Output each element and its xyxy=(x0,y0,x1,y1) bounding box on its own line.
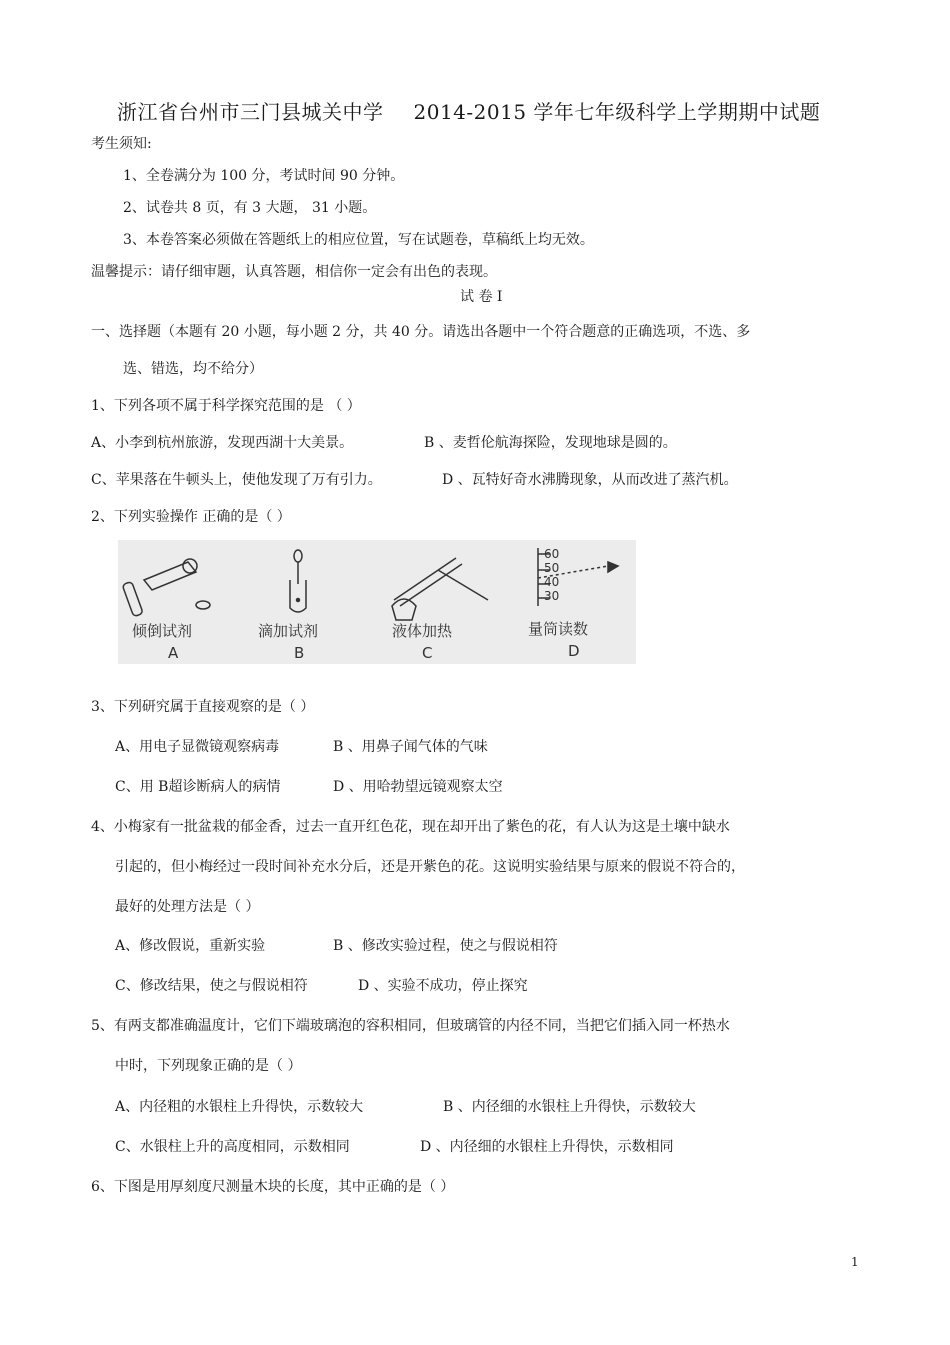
pouring-drawing xyxy=(122,559,210,617)
title-exam: 2014-2015 学年七年级科学上学期期中试题 xyxy=(413,100,821,124)
letter-c: C xyxy=(422,644,433,662)
notice-item: 1、全卷满分为 100 分，考试时间 90 分钟。 xyxy=(123,168,405,184)
warm-tip: 温馨提示：请仔细审题，认真答题，相信你一定会有出色的表现。 xyxy=(91,264,497,280)
page-number: 1 xyxy=(851,1255,859,1269)
option-d: D 、内径细的水银柱上升得快，示数相同 xyxy=(420,1139,674,1155)
paper-label: 试 卷 I xyxy=(460,289,503,305)
option-b: B 、内径细的水银柱上升得快，示数较大 xyxy=(443,1099,696,1115)
letter-a: A xyxy=(168,644,179,662)
option-b: B 、用鼻子闻气体的气味 xyxy=(333,739,488,755)
option-c: C、用 B超诊断病人的病情 xyxy=(115,779,281,795)
notice-heading: 考生须知: xyxy=(91,136,152,152)
lab-drawings xyxy=(118,540,636,664)
question-stem: 4、小梅家有一批盆栽的郁金香，过去一直开红色花，现在却开出了紫色的花，有人认为这是土壤中缺水 xyxy=(91,819,730,835)
dropper-drawing xyxy=(290,550,306,612)
section-heading: 一、选择题（本题有 20 小题，每小题 2 分，共 40 分。请选出各题中一个符合题意的正确选项，不选、多 xyxy=(91,324,751,340)
option-b: B 、修改实验过程，使之与假说相符 xyxy=(333,938,558,954)
question-stem-cont: 中时，下列现象正确的是（ ） xyxy=(115,1058,302,1074)
scale-label: 40 xyxy=(544,575,560,589)
title-school: 浙江省台州市三门县城关中学 xyxy=(117,100,384,124)
option-c: C、水银柱上升的高度相同，示数相同 xyxy=(115,1139,350,1155)
question-stem: 1、下列各项不属于科学探究范围的是 （ ） xyxy=(91,398,361,414)
letter-b: B xyxy=(294,644,305,662)
caption-d: 量筒读数 xyxy=(528,620,589,638)
question-stem: 5、有两支都准确温度计，它们下端玻璃泡的容积相同，但玻璃管的内径不同，当把它们插入同一杯热水 xyxy=(91,1018,730,1034)
question-stem: 2、下列实验操作 正确的是（ ） xyxy=(91,509,291,525)
caption-a: 倾倒试剂 xyxy=(132,622,193,640)
option-d: D 、用哈勃望远镜观察太空 xyxy=(333,779,503,795)
page-title xyxy=(117,96,820,125)
question-stem-cont: 最好的处理方法是（ ） xyxy=(115,899,260,915)
option-d: D 、实验不成功，停止探究 xyxy=(358,978,528,994)
caption-c: 液体加热 xyxy=(392,622,453,640)
lab-operations-figure xyxy=(118,540,636,664)
question-stem-cont: 引起的，但小梅经过一段时间补充水分后，还是开紫色的花。这说明实验结果与原来的假说不符合的， xyxy=(115,859,745,875)
letter-d: D xyxy=(568,642,580,660)
scale-label: 60 xyxy=(544,547,560,561)
notice-item: 2、试卷共 8 页，有 3 大题， 31 小题。 xyxy=(123,200,377,216)
option-c: C、苹果落在牛顿头上，使他发现了万有引力。 xyxy=(91,472,382,488)
caption-b: 滴加试剂 xyxy=(258,622,319,640)
notice-item: 3、本卷答案必须做在答题纸上的相应位置，写在试题卷，草稿纸上均无效。 xyxy=(123,232,594,248)
option-b: B 、麦哲伦航海探险，发现地球是圆的。 xyxy=(424,435,677,451)
option-a: A、小李到杭州旅游，发现西湖十大美景。 xyxy=(91,435,354,451)
question-stem: 3、下列研究属于直接观察的是（ ） xyxy=(91,699,315,715)
question-stem: 6、下图是用厚刻度尺测量木块的长度，其中正确的是（ ） xyxy=(91,1179,455,1195)
option-a: A、修改假说，重新实验 xyxy=(115,938,266,954)
option-a: A、用电子显微镜观察病毒 xyxy=(115,739,280,755)
scale-label: 30 xyxy=(544,589,560,603)
heating-drawing xyxy=(392,558,488,620)
section-heading-cont: 选、错选，均不给分） xyxy=(123,361,263,377)
option-a: A、内径粗的水银柱上升得快，示数较大 xyxy=(115,1099,364,1115)
scale-label: 50 xyxy=(544,561,560,575)
option-c: C、修改结果，使之与假说相符 xyxy=(115,978,308,994)
option-d: D 、瓦特好奇水沸腾现象，从而改进了蒸汽机。 xyxy=(442,472,738,488)
